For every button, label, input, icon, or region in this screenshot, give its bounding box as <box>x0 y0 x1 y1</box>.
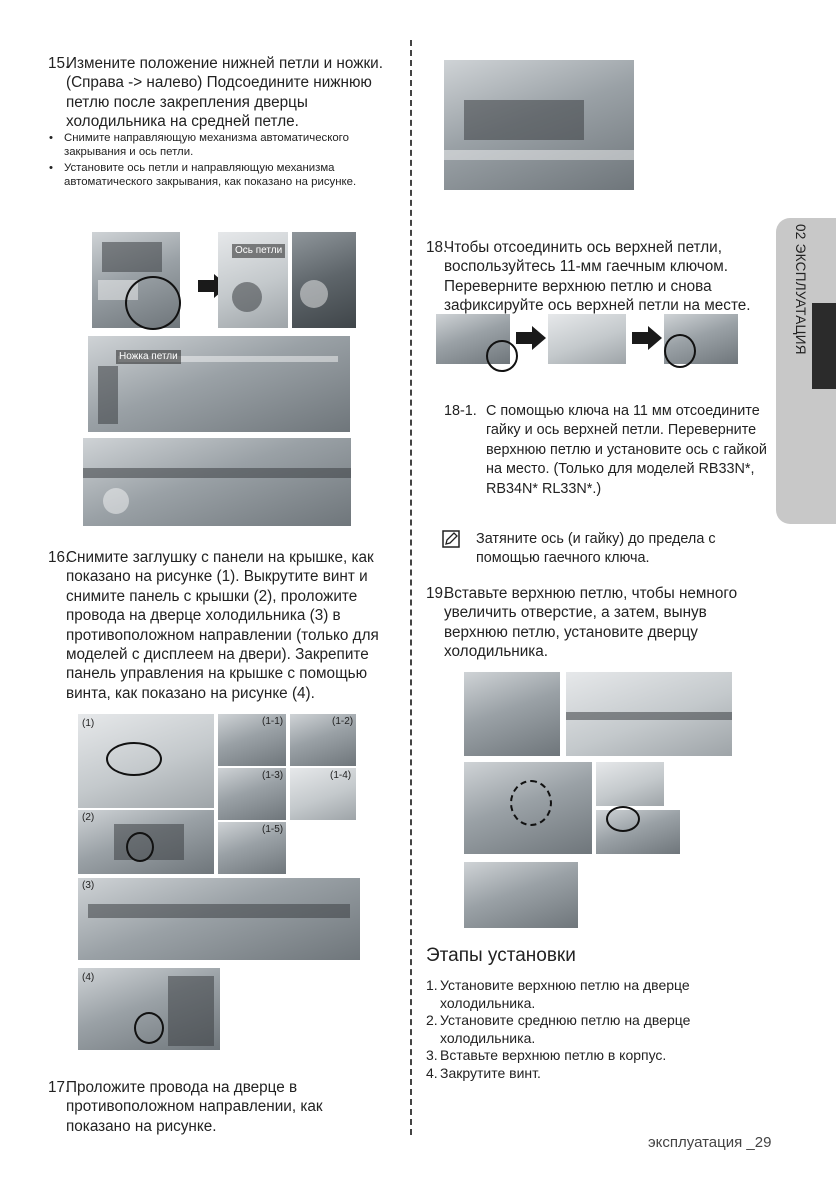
install-item-number: 4. <box>426 1064 438 1081</box>
step-19 <box>426 584 766 662</box>
highlight-circle-18-1 <box>486 340 518 372</box>
step-18-text: Чтобы отсоединить ось верхней петли, воспользуйтесь 11-мм гаечным ключом. Переверните верхнюю петлю и снова зафиксируйте ось верхней петли на месте. <box>444 239 751 315</box>
install-title: Этапы установки <box>426 945 576 966</box>
column-divider <box>410 40 412 1135</box>
photo-insert-hinge-1 <box>464 672 560 756</box>
step-18-number: 18. <box>426 239 448 256</box>
step-16 <box>48 548 400 703</box>
tag-1-4: (1-4) <box>330 770 352 781</box>
highlight-circle-19-2 <box>606 806 640 832</box>
install-item <box>426 1012 766 1047</box>
photo-3 <box>78 878 360 960</box>
photo-insert-hinge-2 <box>566 672 732 756</box>
photo-hinge-installed <box>292 232 356 328</box>
photo-door-bottom <box>83 438 351 526</box>
note-icon <box>442 530 460 548</box>
label-hinge-axis: Ось петли <box>232 244 285 258</box>
step-19-number: 19. <box>426 585 448 602</box>
step-19-text: Вставьте верхнюю петлю, чтобы немного увеличить отверстие, а затем, вынув верхнюю петлю, установите дверцу холодильника. <box>444 585 738 661</box>
step-15-number: 15. <box>48 55 70 72</box>
step-15-bullet-2: • Установите ось петли и направляющую механизма автоматического закрывания, как показано на рисунке. <box>48 162 400 190</box>
step-15-bullets <box>48 132 400 192</box>
tag-1: (1) <box>82 718 95 729</box>
photo-door-wires <box>444 60 634 190</box>
install-list <box>426 977 766 1083</box>
page-footer: эксплуатация _29 <box>648 1134 772 1151</box>
photo-insert-hinge-6 <box>464 862 578 928</box>
photo-top-hinge-2 <box>548 314 626 364</box>
tag-1-1: (1-1) <box>262 716 284 727</box>
step-18-1 <box>444 402 774 499</box>
install-item <box>426 1047 766 1065</box>
step-18-1-number: 18-1. <box>444 403 477 419</box>
step-17-text: Проложите провода на дверце в противоположном направлении, как показано на рисунке. <box>66 1079 323 1135</box>
highlight-circle <box>125 276 181 330</box>
install-item-text: Установите верхнюю петлю на дверце холодильника. <box>440 977 690 1011</box>
tag-2: (2) <box>82 812 95 823</box>
section-tab-marker <box>812 303 836 389</box>
highlight-circle-19-1 <box>510 780 552 826</box>
highlight-circle-18-3 <box>664 334 696 368</box>
step-17-number: 17. <box>48 1079 70 1096</box>
install-item-number: 1. <box>426 977 438 993</box>
install-item-number: 2. <box>426 1012 438 1029</box>
arrow-right-icon <box>532 326 546 350</box>
step-17 <box>48 1078 388 1136</box>
tag-1-2: (1-2) <box>332 716 354 727</box>
photo-insert-hinge-4 <box>596 762 664 806</box>
install-item-text: Вставьте верхнюю петлю в корпус. <box>440 1047 667 1064</box>
step-15 <box>48 54 398 132</box>
step-16-number: 16. <box>48 549 70 566</box>
tag-1-5: (1-5) <box>262 824 284 835</box>
arrow-right-icon <box>648 326 662 350</box>
step-15-text: Измените положение нижней петли и ножки. (Справа -> налево) Подсоедините нижнюю петлю после закрепления дверцы холодильника на средней петле. <box>66 55 383 131</box>
highlight-circle-2 <box>126 832 154 862</box>
highlight-circle-1 <box>106 742 162 776</box>
step-16-text: Снимите заглушку с панели на крышке, как показано на рисунке (1). Выкрутите винт и снимите панель с крышки (2), проложите провода на дверце холодильника (3) в противоположном направлении (только для моделей с дисплеем на двери). Закрепите панель управления на крышке с помощью винта, как показано на рисунке (4). <box>66 549 379 702</box>
highlight-circle-4 <box>134 1012 164 1044</box>
install-item-text: Закрутите винт. <box>440 1064 541 1081</box>
tag-1-3: (1-3) <box>262 770 284 781</box>
step-15-bullet-1: • Снимите направляющую механизма автоматического закрывания и ось петли. <box>48 132 400 160</box>
tag-3: (3) <box>82 880 95 891</box>
install-item <box>426 977 766 1012</box>
label-hinge-foot: Ножка петли <box>116 350 181 364</box>
install-item <box>426 1065 766 1083</box>
install-item-number: 3. <box>426 1047 438 1064</box>
step-18 <box>426 238 776 316</box>
tag-4: (4) <box>82 972 95 983</box>
step-18-1-text: С помощью ключа на 11 мм отсоедините гайку и ось верхней петли. Переверните верхнюю петлю и установите ось с гайкой на место. (Только для моделей RB33N*, RB34N* RL33N*.) <box>486 403 767 497</box>
note-text: Затяните ось (и гайку) до предела с помощью гаечного ключа. <box>476 531 716 566</box>
install-item-text: Установите среднюю петлю на дверце холодильника. <box>440 1012 691 1046</box>
section-label: 02 ЭКСПЛУАТАЦИЯ <box>793 224 808 355</box>
